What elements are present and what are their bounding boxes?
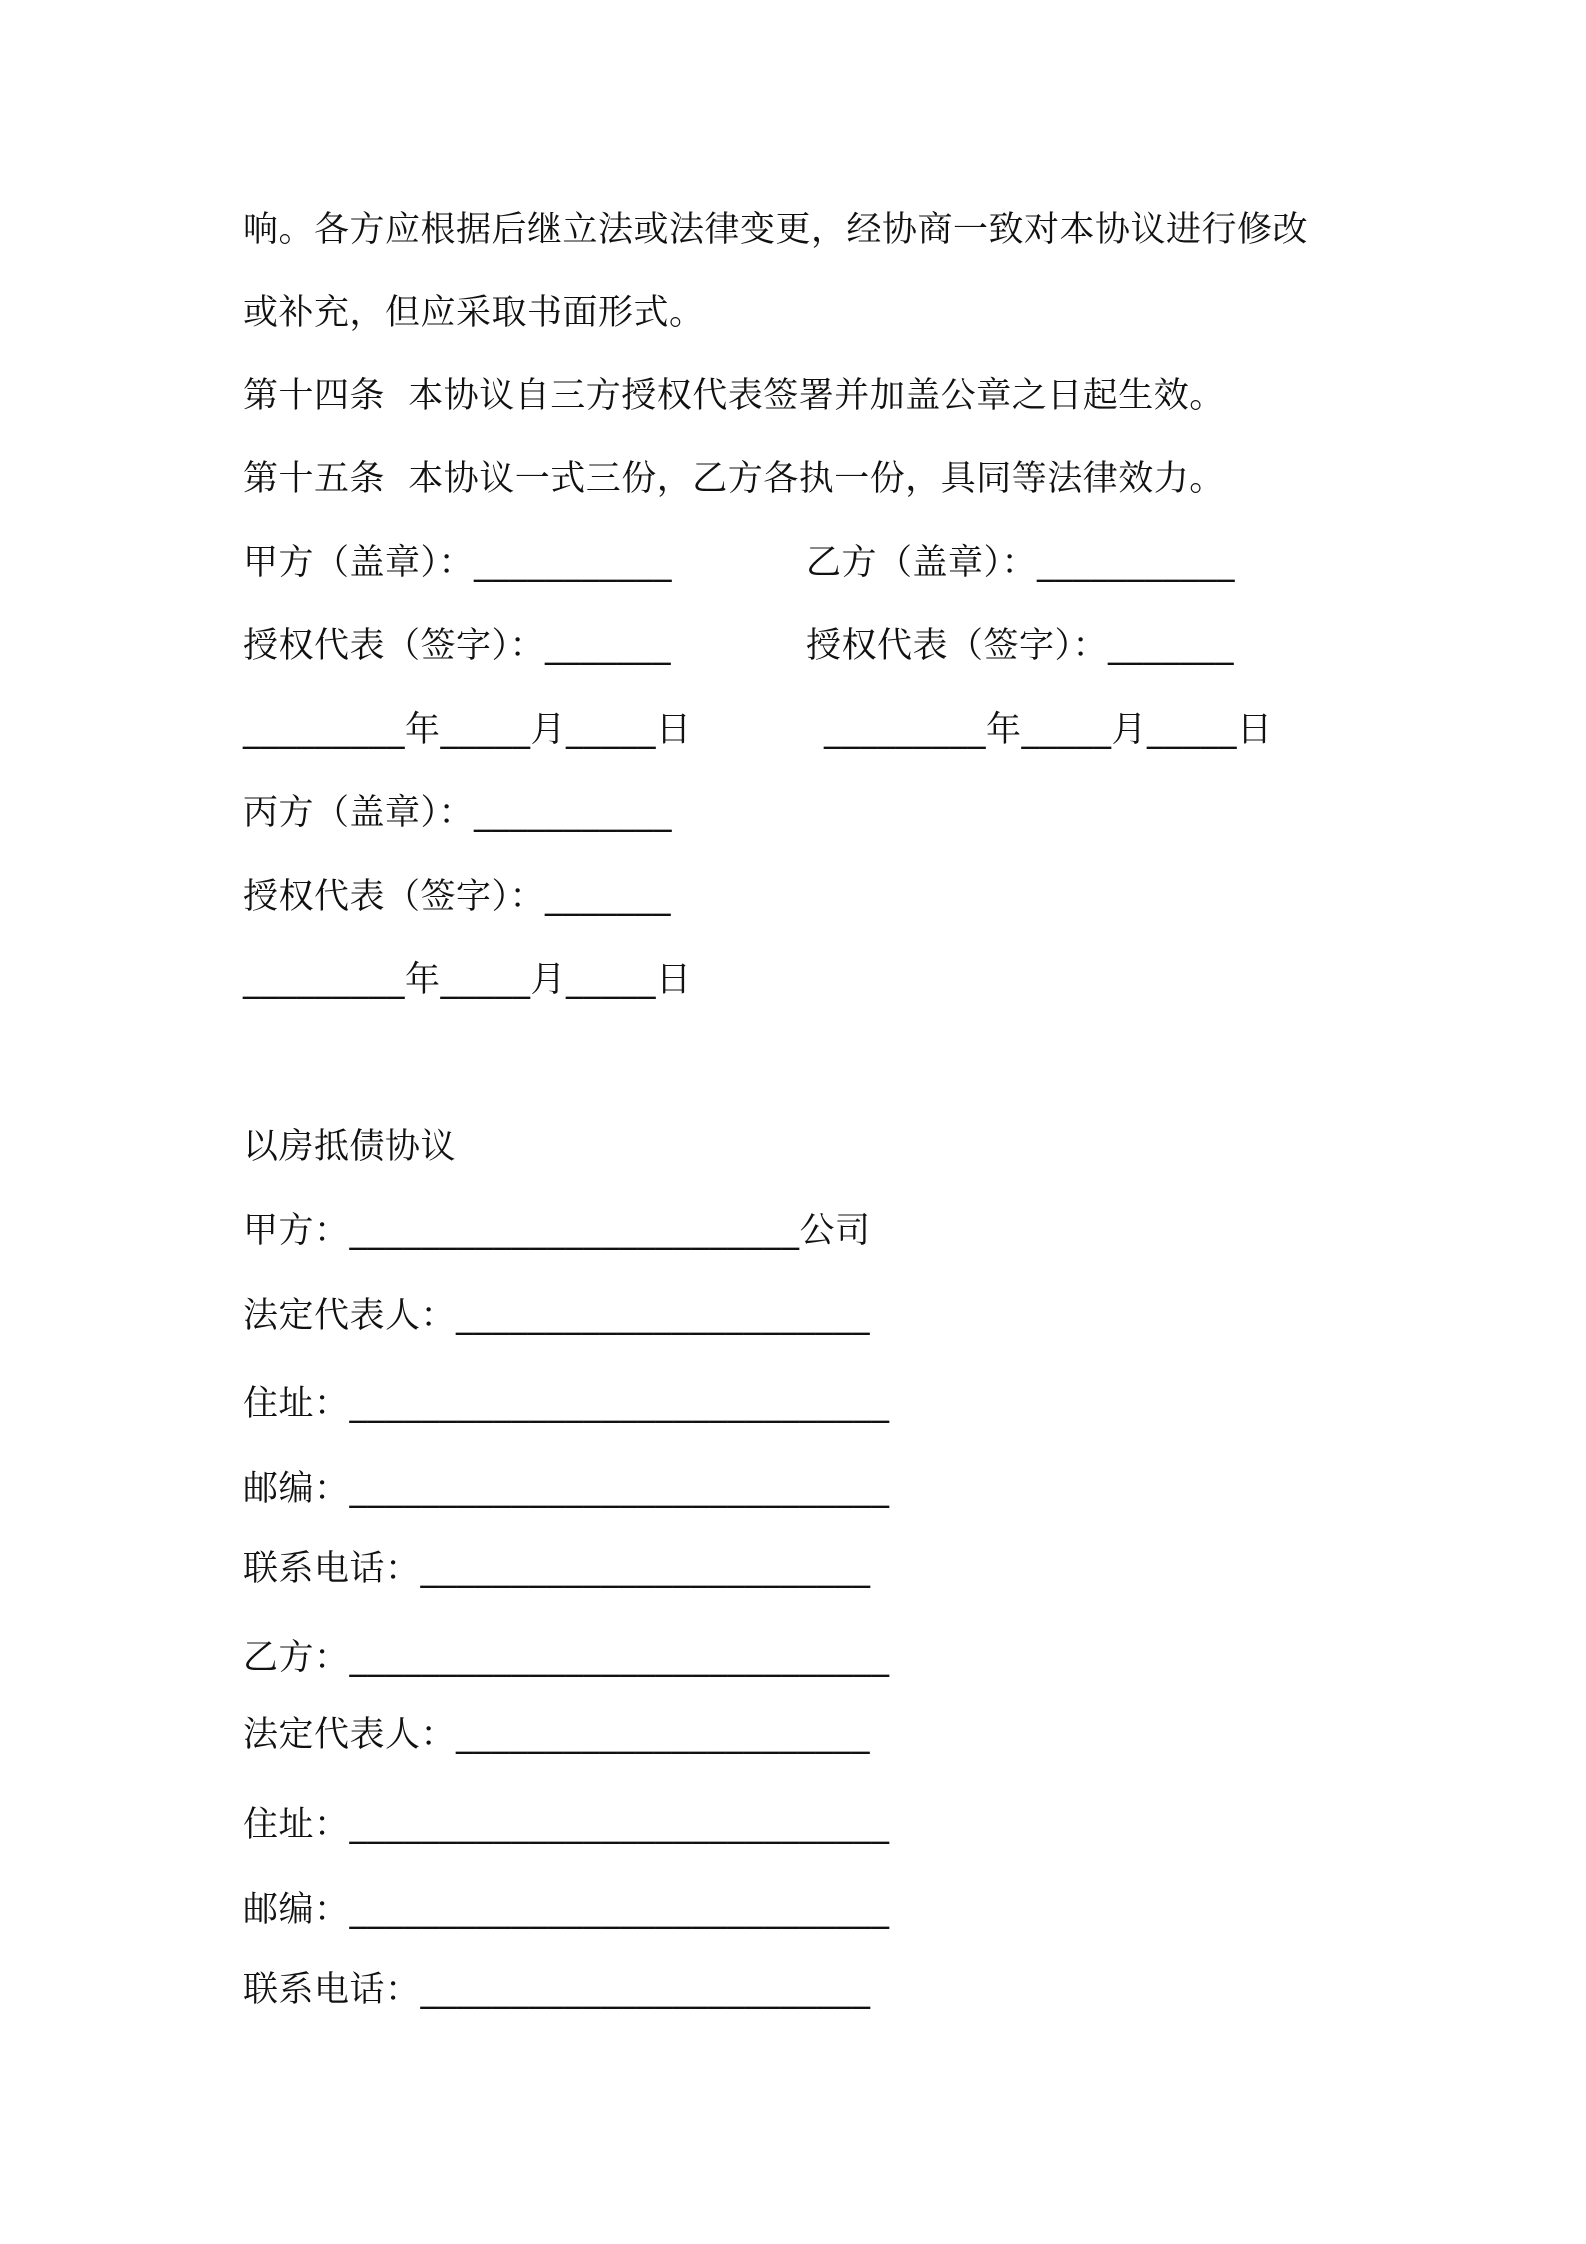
- party-a-postcode: 邮编：______________________________: [243, 1469, 890, 1509]
- party-a-address: 住址：______________________________: [243, 1384, 890, 1424]
- party-b-legal-rep: 法定代表人：_______________________: [243, 1715, 871, 1755]
- party-a-representative: 授权代表（签字）：_______: [243, 626, 672, 666]
- continuation-line-2: 或补充，但应采取书面形式。: [243, 293, 705, 333]
- party-a-date: _________年_____月_____日: [243, 710, 692, 750]
- party-c-date: _________年_____月_____日: [243, 960, 692, 1000]
- agreement-title: 以房抵债协议: [243, 1127, 457, 1167]
- party-b-name: 乙方：______________________________: [243, 1638, 890, 1678]
- party-a-seal: 甲方（盖章）：___________: [243, 543, 673, 583]
- party-b-phone: 联系电话：_________________________: [243, 1970, 871, 2010]
- party-a-phone: 联系电话：_________________________: [243, 1549, 871, 1589]
- article-14: 第十四条 本协议自三方授权代表签署并加盖公章之日起生效。: [243, 376, 1225, 416]
- party-b-postcode: 邮编：______________________________: [243, 1890, 890, 1930]
- party-a-name: 甲方：_________________________公司: [243, 1211, 871, 1251]
- party-c-seal: 丙方（盖章）：___________: [243, 793, 673, 833]
- party-b-date: _________年_____月_____日: [824, 710, 1273, 750]
- party-c-representative: 授权代表（签字）：_______: [243, 877, 672, 917]
- party-b-seal: 乙方（盖章）：___________: [806, 543, 1236, 583]
- party-a-legal-rep: 法定代表人：_______________________: [243, 1296, 871, 1336]
- party-b-address: 住址：______________________________: [243, 1805, 890, 1845]
- party-b-representative: 授权代表（签字）：_______: [806, 626, 1235, 666]
- continuation-line-1: 响。各方应根据后继立法或法律变更，经协商一致对本协议进行修改: [243, 210, 1309, 250]
- article-15: 第十五条 本协议一式三份，乙方各执一份，具同等法律效力。: [243, 459, 1225, 499]
